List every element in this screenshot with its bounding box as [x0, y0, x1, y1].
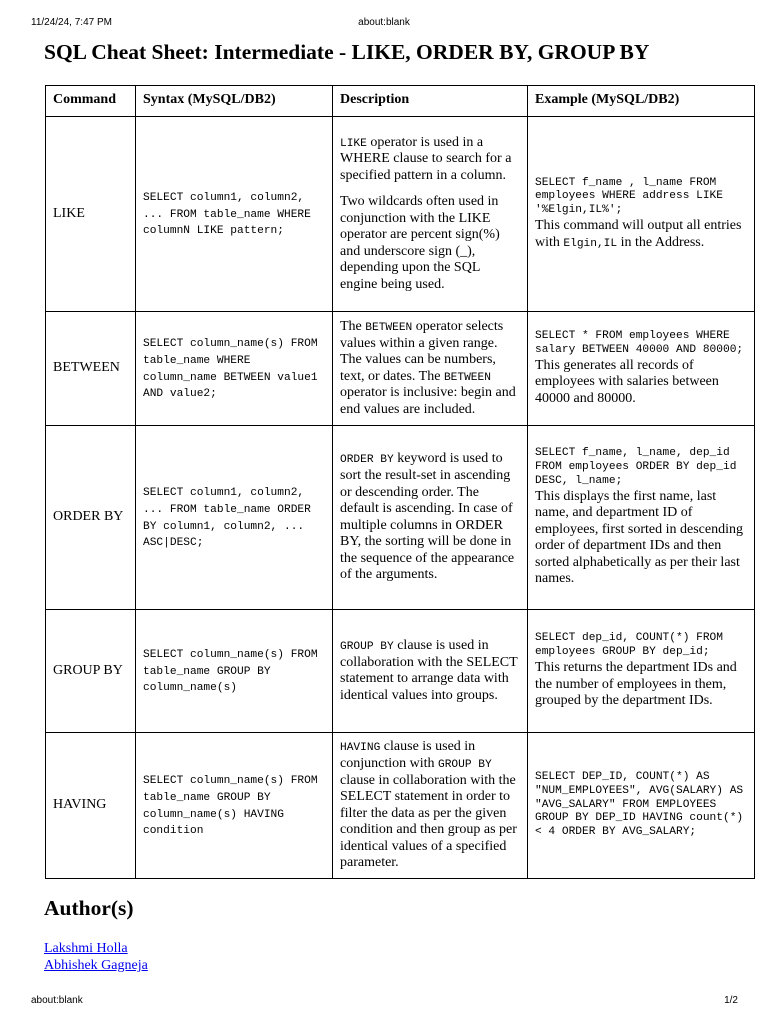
syntax-cell: SELECT column_name(s) FROM table_name GROUP BY column_name(s) [136, 610, 333, 733]
description-cell [333, 117, 528, 312]
example-text: This generates all records of employees with salaries between 40000 and 80000. [535, 357, 719, 406]
command-cell: BETWEEN [46, 312, 136, 426]
header-command: Command [46, 86, 136, 117]
inline-code: LIKE [340, 137, 367, 150]
description-cell: The BETWEEN operator selects values within a given range. The values can be numbers, text, or dates. The BETWEEN operator is inclusive: begin and end values are included. [333, 312, 528, 426]
command-cell: HAVING [46, 733, 136, 879]
print-footer-url: about:blank [31, 995, 83, 1006]
example-text: This command will output all entries with [535, 218, 742, 250]
inline-code: ORDER BY [340, 454, 394, 467]
inline-code: BETWEEN [443, 371, 491, 384]
table-row-group-by [46, 610, 755, 733]
description-paragraph: Two wildcards often used in conjunction with the LIKE operator are percent sign(%) and underscore sign (_), depending upon the SQL engine being used. [340, 194, 500, 292]
cheat-sheet-table [45, 85, 755, 879]
example-cell [528, 610, 755, 733]
inline-code: Elgin,IL [563, 237, 618, 250]
inline-code: BETWEEN [365, 321, 413, 334]
syntax-cell: SELECT column_name(s) FROM table_name WHERE column_name BETWEEN value1 AND value2; [136, 312, 333, 426]
table-row-order-by [46, 426, 755, 610]
example-cell [528, 426, 755, 610]
example-code: SELECT * FROM employees WHERE salary BETWEEN 40000 AND 80000; [535, 329, 744, 356]
header-example: Example (MySQL/DB2) [528, 86, 755, 117]
description-paragraph: LIKE operator is used in a WHERE clause to search for a specified pattern in a column. [340, 134, 512, 183]
print-footer [0, 995, 768, 1009]
inline-code: GROUP BY [340, 640, 394, 653]
description-cell: ORDER BY keyword is used to sort the result-set in ascending or descending order. The default is ascending. In case of multiple columns in ORDER BY, the sorting will be done in the sequence of the appearance of the arguments. [333, 426, 528, 610]
author-list [44, 940, 148, 974]
command-cell: GROUP BY [46, 610, 136, 733]
table-header-row [46, 86, 755, 117]
inline-code: GROUP BY [438, 759, 492, 771]
example-code: SELECT dep_id, COUNT(*) FROM employees GROUP BY dep_id; [535, 632, 723, 659]
print-header [0, 17, 768, 31]
table-row-between [46, 312, 755, 426]
example-cell: SELECT f_name , l_name FROM employees WHERE address LIKE '%Elgin,IL%'; This command will output all entries with Elgin,IL in the Address. [528, 117, 755, 312]
syntax-cell: SELECT column_name(s) FROM table_name GROUP BY column_name(s) HAVING condition [136, 733, 333, 879]
command-cell: ORDER BY [46, 426, 136, 610]
page-title: SQL Cheat Sheet: Intermediate - LIKE, ORDER BY, GROUP BY [44, 40, 650, 64]
page-number: 1/2 [724, 995, 738, 1006]
header-description: Description [333, 86, 528, 117]
authors-heading: Author(s) [44, 896, 134, 920]
example-code: SELECT DEP_ID, COUNT(*) AS "NUM_EMPLOYEES", AVG(SALARY) AS "AVG_SALARY" FROM EMPLOYEES GROUP BY DEP_ID HAVING count(*) < 4 ORDER BY AVG_SALARY; [535, 771, 744, 839]
example-code: SELECT f_name, l_name, dep_id FROM employees ORDER BY dep_id DESC, l_name; [535, 447, 737, 487]
table-row-like [46, 117, 755, 312]
command-cell: LIKE [46, 117, 136, 312]
author-link[interactable]: Lakshmi Holla [44, 941, 128, 956]
example-text: This displays the first name, last name, and department ID of employees, first sorted in descending order of department IDs and then sorted alphabetically as per their last names. [535, 488, 744, 587]
print-url: about:blank [358, 17, 410, 28]
example-code: SELECT f_name , l_name FROM employees WHERE address LIKE '%Elgin,IL%'; [535, 176, 723, 217]
example-text: This returns the department IDs and the number of employees in them, grouped by the department IDs. [535, 660, 737, 709]
description-cell: HAVING clause is used in conjunction with GROUP BY clause in collaboration with the SELECT statement in order to filter the data as per the given condition and then group as per identical values of a specified parameter. [333, 733, 528, 879]
example-cell [528, 733, 755, 879]
syntax-cell: SELECT column1, column2, ... FROM table_name WHERE columnN LIKE pattern; [136, 117, 333, 312]
author-link[interactable]: Abhishek Gagneja [44, 958, 148, 973]
table-row-having [46, 733, 755, 879]
example-cell [528, 312, 755, 426]
description-cell: GROUP BY clause is used in collaboration with the SELECT statement to arrange data with identical values into groups. [333, 610, 528, 733]
print-datetime: 11/24/24, 7:47 PM [31, 17, 112, 28]
header-syntax: Syntax (MySQL/DB2) [136, 86, 333, 117]
inline-code: HAVING [340, 742, 381, 755]
syntax-cell: SELECT column1, column2, ... FROM table_name ORDER BY column1, column2, ... ASC|DESC; [136, 426, 333, 610]
